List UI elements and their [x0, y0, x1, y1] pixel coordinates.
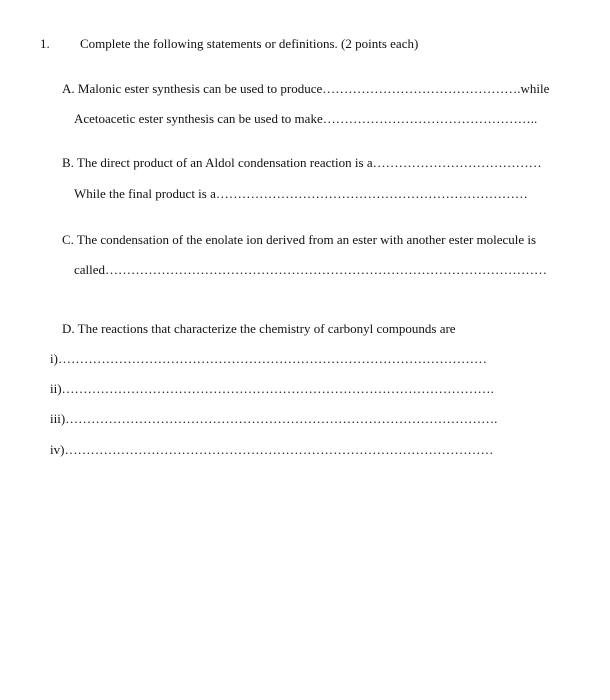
- item-d-sub-ii: ii)……………………………………………………………………………………….: [50, 381, 494, 396]
- item-d-sub-i: i)………………………………………………………………………………………: [50, 351, 487, 366]
- item-a-line-2: Acetoacetic ester synthesis can be used to make…………………………………………..: [74, 111, 538, 126]
- question-instruction: Complete the following statements or definitions. (2 points each): [80, 36, 419, 51]
- item-d-sub-iii: iii)……………………………………………………………………………………….: [50, 411, 498, 426]
- question-number: 1.: [40, 36, 50, 51]
- item-b-line-2: While the final product is a………………………………………………………………: [74, 186, 528, 201]
- item-a-line-1: A. Malonic ester synthesis can be used to produce……………………………………….while: [62, 81, 550, 96]
- item-c-line-1: C. The condensation of the enolate ion derived from an ester with another ester molecule is: [62, 232, 537, 247]
- item-c-line-2: called…………………………………………………………………………………………: [74, 262, 548, 277]
- item-d-sub-iv: iv)………………………………………………………………………………………: [50, 442, 494, 457]
- item-b-line-1: B. The direct product of an Aldol condensation reaction is a…………………………………: [62, 155, 542, 170]
- item-d-line-1: D. The reactions that characterize the chemistry of carbonyl compounds are: [62, 321, 456, 336]
